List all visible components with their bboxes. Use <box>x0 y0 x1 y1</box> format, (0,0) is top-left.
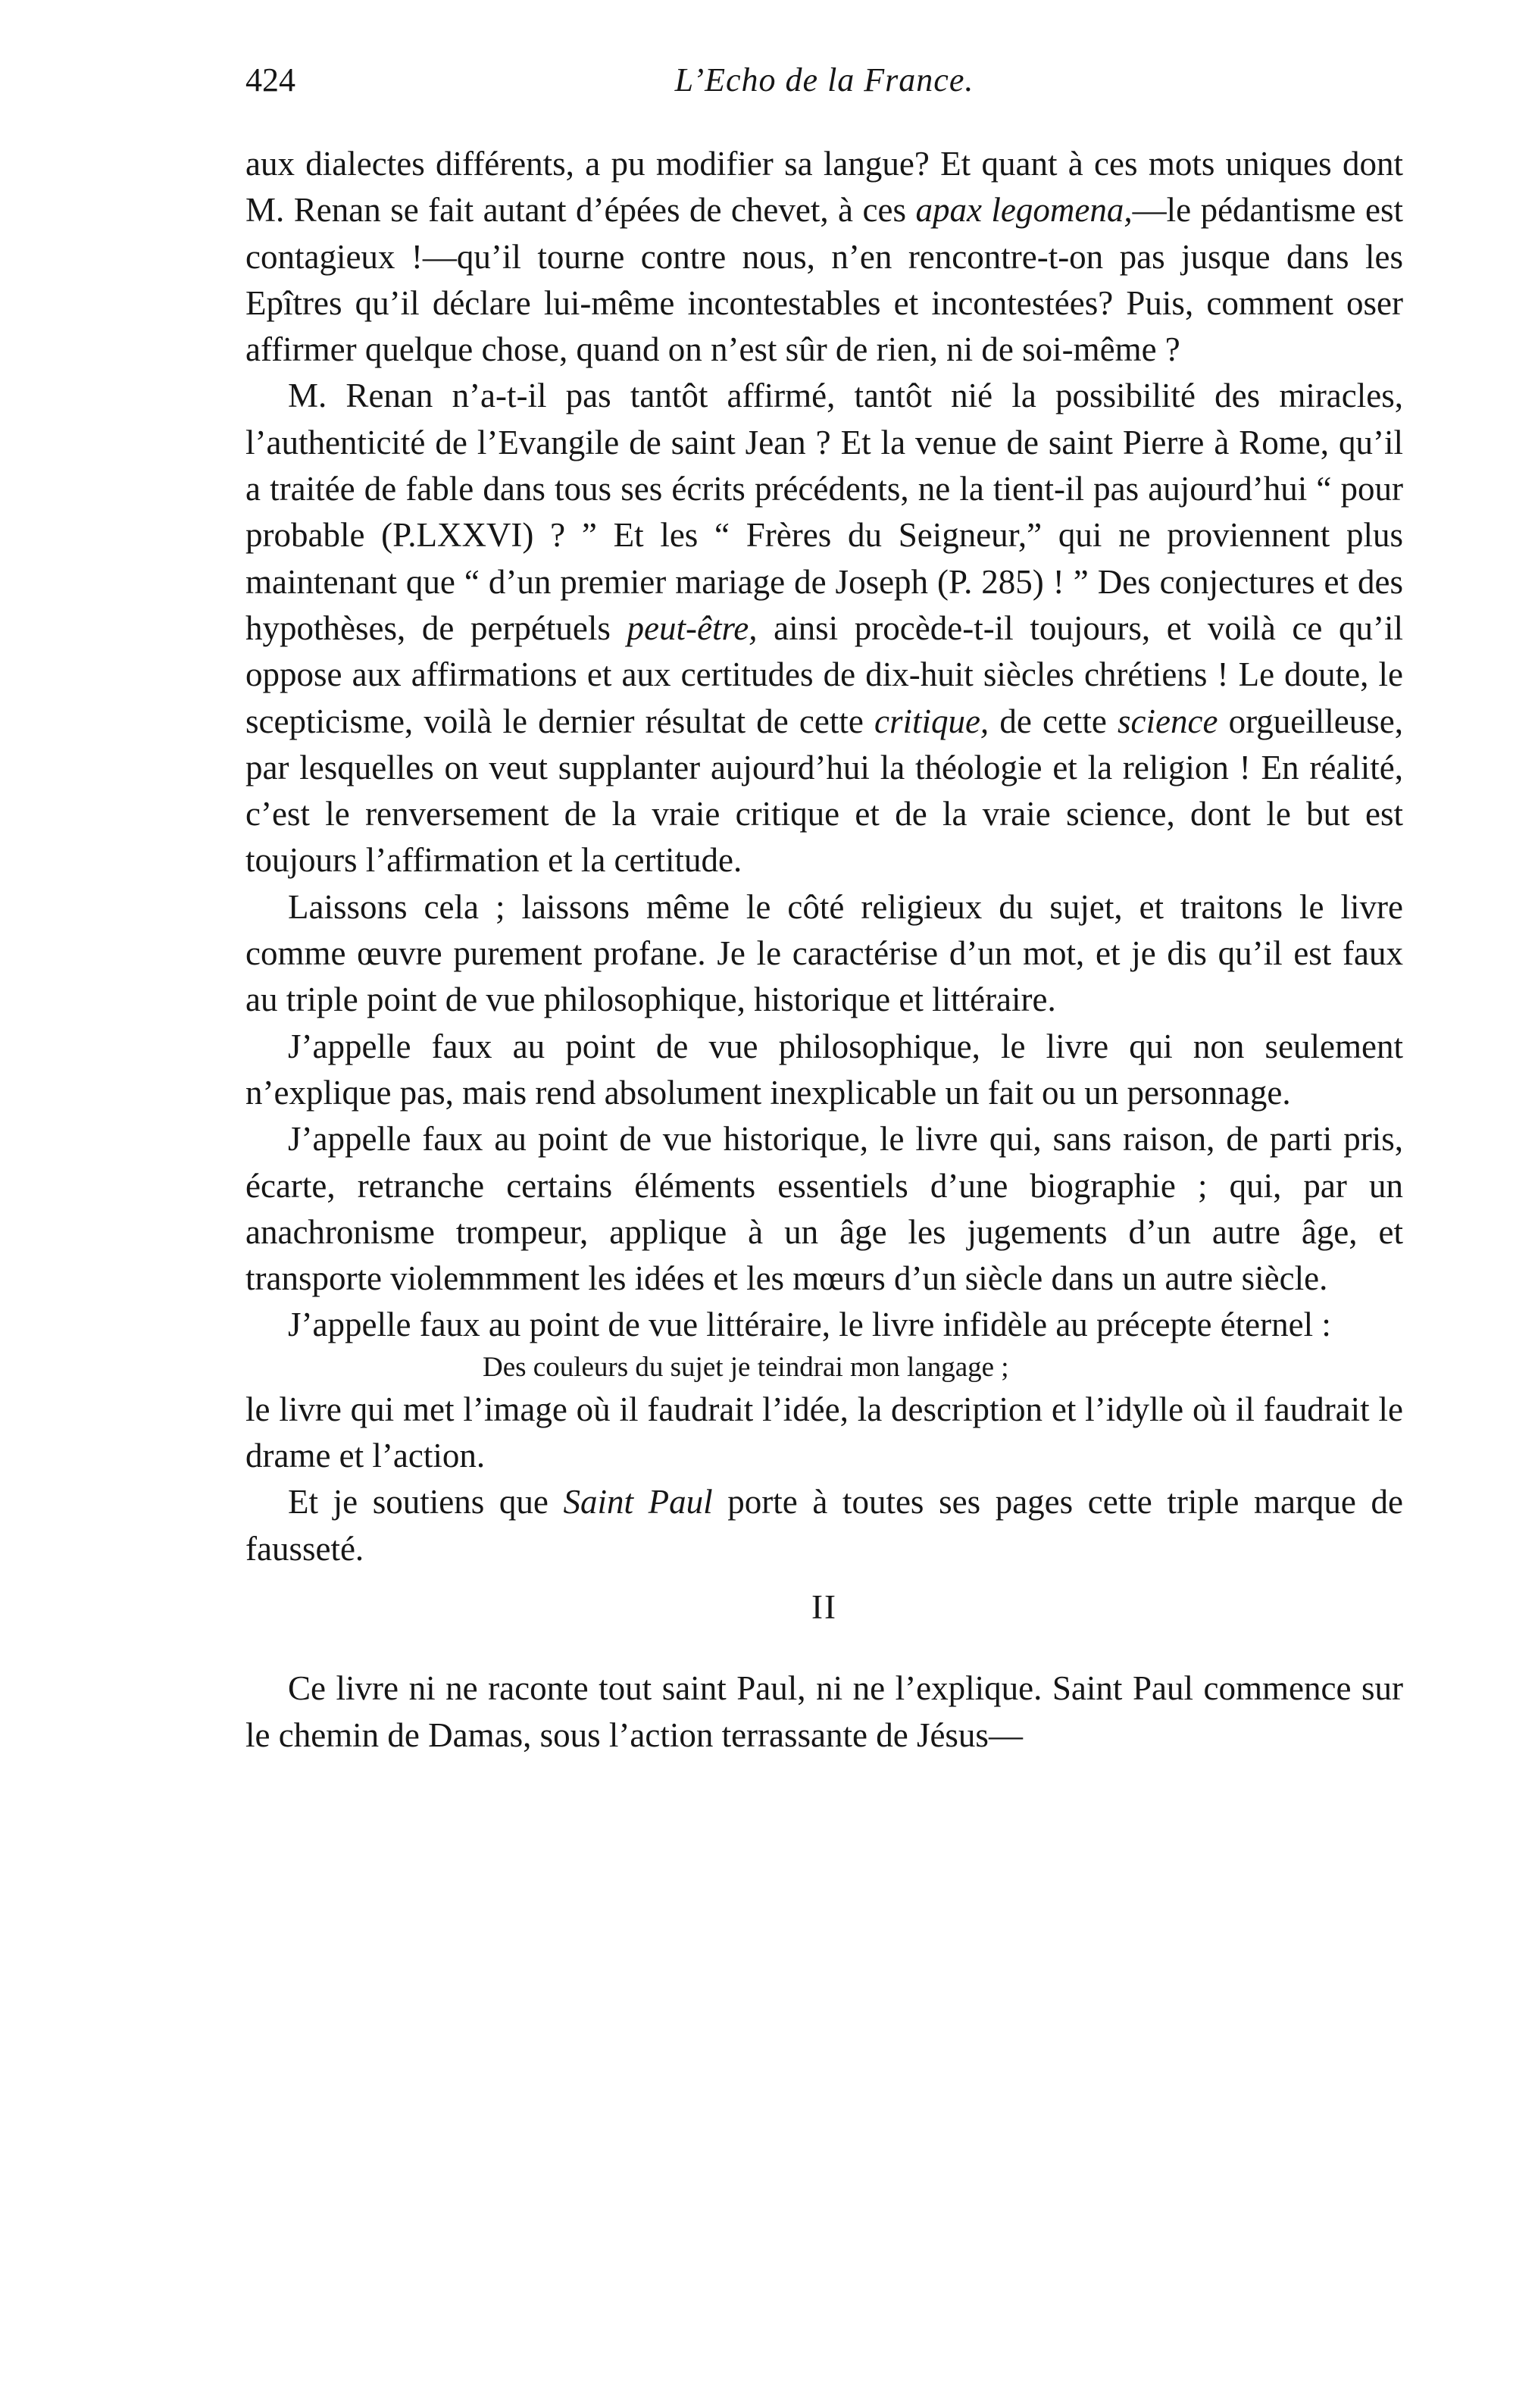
text-segment: M. Renan n’a-t-il pas tantôt affirmé, tantôt nié la possibilité des miracles, l’authenticité de l’Evangile de saint Jean ? Et la venue de saint Pierre à Rome, qu’il a traitée de fable dans tous ses écrits précédents, ne la tient-il pas aujourd’hui “ pour probable (P.LXXVI) ? ” Et les “ Frères du Seigneur,” qui ne proviennent plus maintenant que “ d’un premier mariage de Joseph (P. 285) ! ” Des conjectures et des hypothèses, de perpétuels <box>245 377 1403 647</box>
text-segment: porte à toutes ses pages cette triple marque de fausseté. <box>245 1483 1403 1568</box>
text-segment: ainsi procède-t-il toujours, et voilà ce qu’il oppose aux affirmations et aux certitudes de dix-huit siècles chrétiens ! Le doute, le scepticisme, voilà le dernier résultat de cette <box>245 608 1404 740</box>
section-heading: II <box>811 1587 837 1626</box>
text-segment: J’appelle faux au point de vue littéraire, le livre infidèle au précepte éternel : <box>288 1306 1331 1344</box>
paragraph-1 <box>245 141 1403 373</box>
text-segment-italic: critique, <box>874 702 989 740</box>
paragraph-2 <box>245 373 1403 883</box>
text-segment-italic: apax legomena, <box>915 191 1133 230</box>
text-segment: Ce livre ni ne raconte tout saint Paul, ni ne l’explique. Saint Paul commence sur le chemin de Damas, sous l’action terrassante de Jésus— <box>245 1669 1403 1754</box>
page-number: 424 <box>245 61 295 99</box>
text-segment-italic: peut-être, <box>627 608 758 647</box>
body-text <box>245 141 1403 1759</box>
paragraph-8 <box>245 1479 1403 1572</box>
paragraph-7 <box>245 1387 1403 1480</box>
text-segment: Laissons cela ; laissons même le côté religieux du sujet, et traitons le livre comme œuvre purement profane. Je le caractérise d’un mot, et je dis qu’il est faux au triple point de vue philosophique, historique et littéraire. <box>245 887 1403 1019</box>
text-segment-italic: Saint Paul <box>563 1483 713 1521</box>
text-segment: de cette <box>989 702 1118 740</box>
text-segment: Et je soutiens que <box>288 1483 564 1521</box>
text-segment-italic: science <box>1118 702 1218 740</box>
running-title: L’Echo de la France. <box>674 61 974 99</box>
paragraph-6 <box>245 1302 1403 1348</box>
text-segment: orgueilleuse, par lesquelles on veut supplanter aujourd’hui la théologie et la religion ! En réalité, c’est le renversement de la vraie critique et de la vraie science, dont le but est toujours l’affirmation et la certitude. <box>245 702 1403 880</box>
text-segment: J’appelle faux au point de vue philosophique, le livre qui non seulement n’explique pas, mais rend absolument inexplicable un fait ou un personnage. <box>245 1027 1403 1112</box>
verse-quote: Des couleurs du sujet je teindrai mon langage ; <box>483 1351 1009 1383</box>
text-segment: J’appelle faux au point de vue historique, le livre qui, sans raison, de parti pris, écarte, retranche certains éléments essentiels d’une biographie ; qui, par un anachronisme trompeur, applique à un âge les jugements d’un autre âge, et transporte violemmment les idées et les mœurs d’un siècle dans un autre siècle. <box>245 1120 1403 1298</box>
document-page <box>245 53 1403 1759</box>
page-header <box>245 53 1403 114</box>
paragraph-5 <box>245 1116 1403 1302</box>
paragraph-9 <box>245 1665 1403 1759</box>
paragraph-3 <box>245 884 1403 1024</box>
paragraph-4 <box>245 1024 1403 1117</box>
text-segment: aux dialectes différents, a pu modifier sa langue? Et quant à ces mots uniques dont M. Renan se fait autant d’épées de chevet, à ces <box>245 145 1403 230</box>
text-segment: le livre qui met l’image où il faudrait l’idée, la description et l’idylle où il faudrait le drame et l’action. <box>245 1390 1403 1475</box>
text-segment: —le pédantisme est contagieux !—qu’il tourne contre nous, n’en rencontre-t-on pas jusque dans les Epîtres qu’il déclare lui-même incontestables et incontestées? Puis, comment oser affirmer quelque chose, quand on n’est sûr de rien, ni de soi-même ? <box>245 191 1403 369</box>
